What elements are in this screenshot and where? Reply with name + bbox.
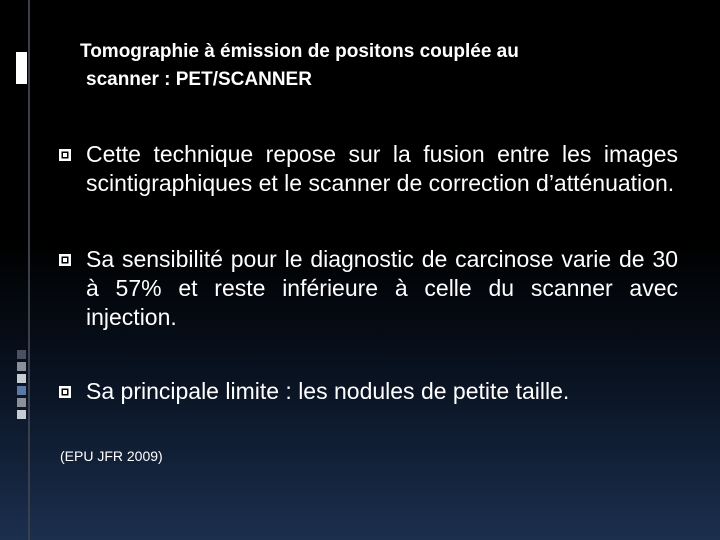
slide-title [80, 38, 700, 94]
decorative-square [17, 374, 26, 383]
bullet-item [56, 377, 678, 406]
decorative-square [17, 362, 26, 371]
bullet-list [56, 140, 678, 410]
bullet-text: Sa principale limite : les nodules de petite taille. [86, 378, 570, 404]
square-bullet-icon [58, 385, 72, 399]
left-decorative-rule [28, 0, 30, 540]
slide-title-line2: scanner : PET/SCANNER [86, 69, 312, 90]
source-note: (EPU JFR 2009) [60, 448, 163, 464]
square-bullet-icon [58, 148, 72, 162]
bullet-text: Cette technique repose sur la fusion entre les images scintigraphiques et le scanner de correction d’atténuation. [86, 141, 678, 196]
decorative-squares [17, 350, 27, 422]
decorative-square [17, 410, 26, 419]
title-marker-bar [16, 52, 27, 84]
decorative-square [17, 386, 26, 395]
square-bullet-icon [58, 253, 72, 267]
slide-title-line1: Tomographie à émission de positons couplée au [80, 41, 519, 62]
decorative-square [17, 398, 26, 407]
decorative-square [17, 350, 26, 359]
bullet-item [56, 140, 678, 198]
bullet-text: Sa sensibilité pour le diagnostic de carcinose varie de 30 à 57% et reste inférieure à celle du scanner avec injection. [86, 246, 678, 330]
bullet-item [56, 245, 678, 332]
